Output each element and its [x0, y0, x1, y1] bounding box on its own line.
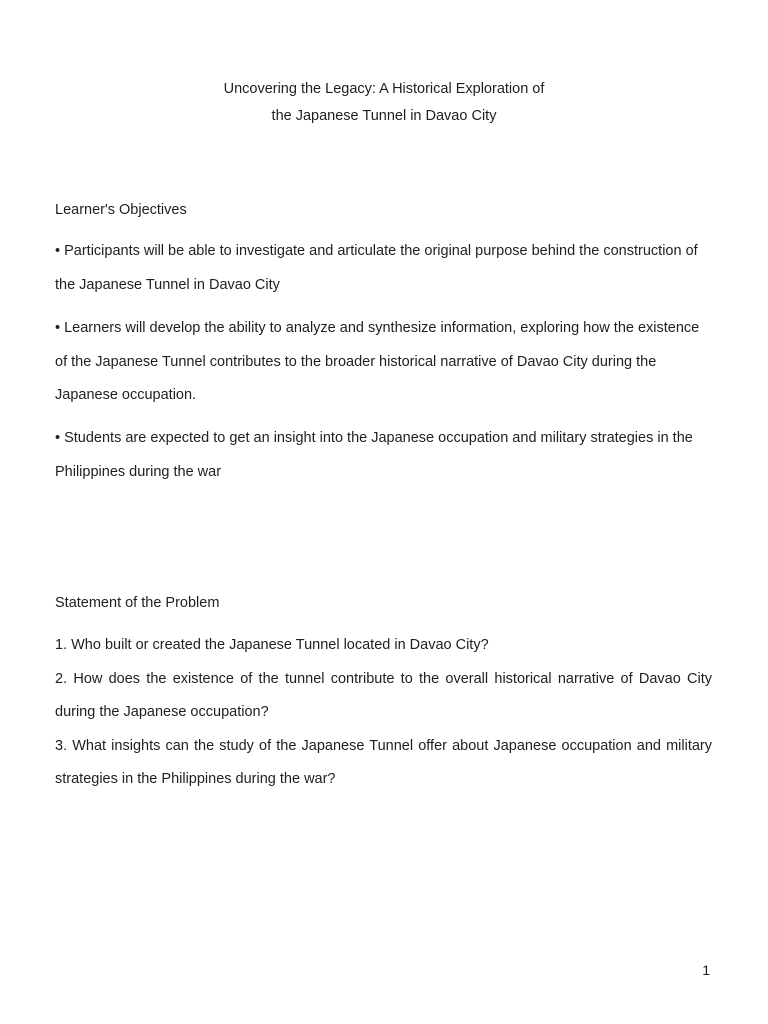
title-line-2: the Japanese Tunnel in Davao City	[271, 108, 497, 124]
objective-item-1	[55, 235, 712, 302]
objectives-heading: Learner's Objectives	[55, 202, 187, 218]
problem-list	[55, 629, 712, 797]
problem-item-3: 3. What insights can the study of the Japanese Tunnel offer about Japanese occupation and military strategies in the Philippines during the war?	[55, 737, 712, 787]
title-line-1: Uncovering the Legacy: A Historical Exploration of	[223, 81, 545, 97]
document-title	[0, 76, 768, 130]
objective-item-3	[55, 422, 712, 489]
problem-item-2: 2. How does the existence of the tunnel contribute to the overall historical narrative of Davao City during the Japanese occupation?	[55, 670, 712, 720]
objective-item-3-text: • Students are expected to get an insight into the Japanese occupation and military strategies in the Philippines during the war	[55, 430, 693, 480]
problem-item-1: 1. Who built or created the Japanese Tunnel located in Davao City?	[55, 637, 489, 653]
objective-item-2-text: • Learners will develop the ability to analyze and synthesize information, exploring how the existence of the Japanese Tunnel contributes to the broader historical narrative of Davao City during the Japanese occupation.	[55, 320, 700, 403]
objective-item-2	[55, 312, 712, 413]
page-number: 1	[702, 962, 710, 978]
objective-item-1-text: • Participants will be able to investigate and articulate the original purpose behind the construction of the Japanese Tunnel in Davao City	[55, 243, 698, 293]
problem-heading: Statement of the Problem	[55, 595, 220, 611]
